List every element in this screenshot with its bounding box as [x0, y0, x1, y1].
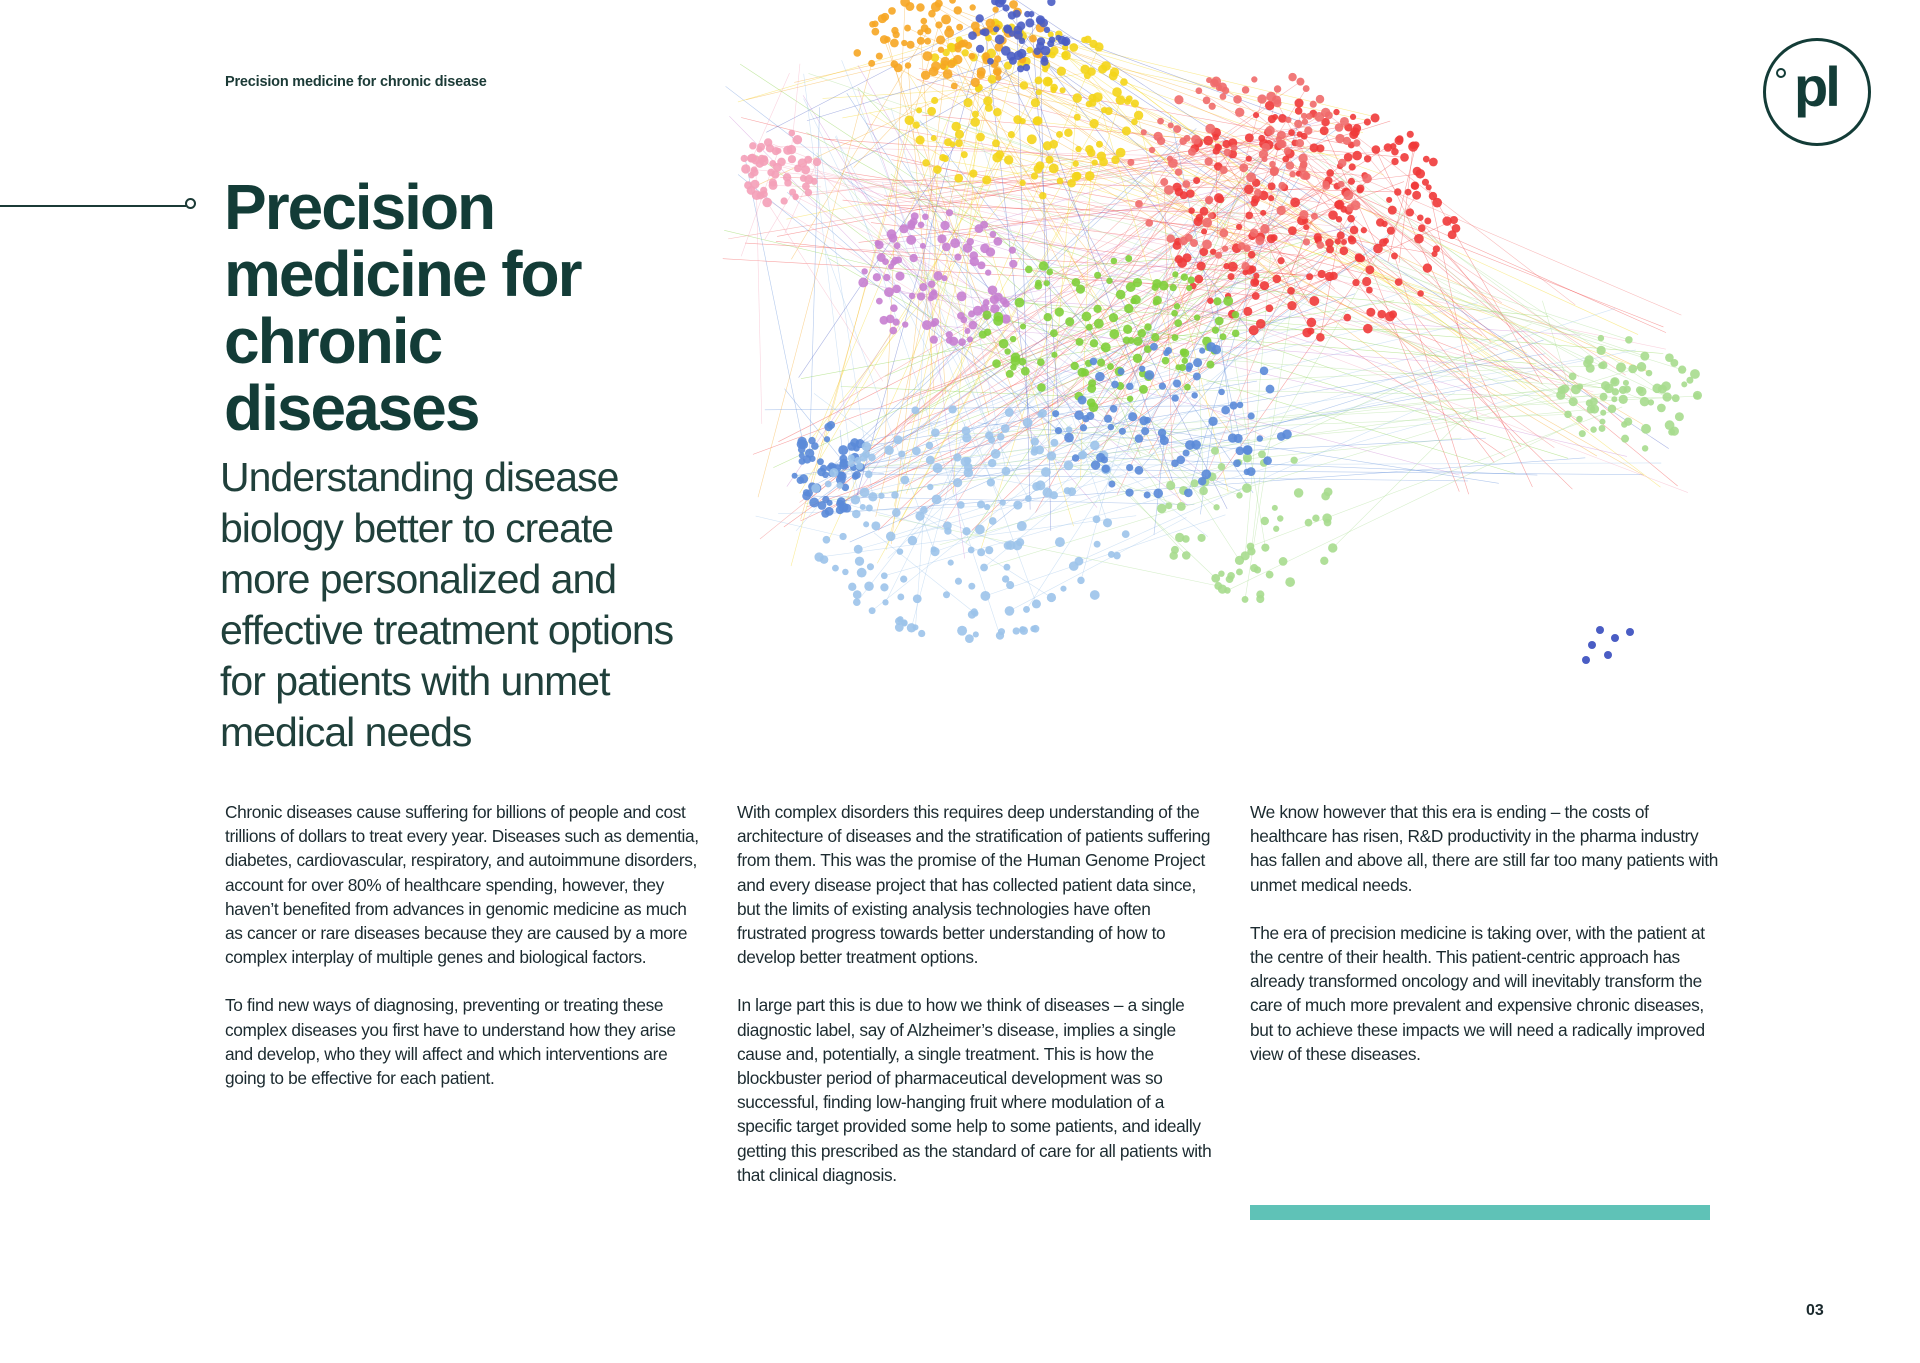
running-head: Precision medicine for chronic disease [225, 74, 487, 90]
paragraph: The era of precision medicine is taking over, with the patient at the centre of their health. This patient-centric approach has already transformed oncology and will inevitably transform the care of much more prevalent and expensive chronic diseases, but to achieve these impacts we will need a radically improved view of these diseases. [1250, 922, 1705, 1064]
logo-text: pl [1794, 55, 1838, 118]
body-column-3 [1250, 800, 1725, 1090]
body-column-2 [737, 800, 1212, 1211]
body-column-1 [225, 800, 700, 1114]
network-edges [723, 0, 1697, 636]
disease-network-illustration [690, 0, 1740, 720]
paragraph: With complex disorders this requires deep understanding of the architecture of diseases and the stratification of patients suffering from them. This was the promise of the Human Genome Project and every disease project that has collected patient data since, but the limits of existing analysis technologies have often frustrated progress towards better understanding of how to develop better treatment options. [737, 802, 1211, 968]
paragraph: Chronic diseases cause suffering for billions of people and cost trillions of dollars to treat every year. Diseases such as dementia, diabetes, cardiovascular, respiratory, and autoimmune disorders, account for over 80% of healthcare spending, however, they haven’t benefited from advances in genomic medicine as much as cancer or rare diseases because they are caused by a more complex interplay of multiple genes and biological factors. [225, 802, 699, 968]
page-number: 03 [1806, 1302, 1824, 1319]
pl-logo [1763, 38, 1871, 146]
accent-bar [1250, 1205, 1710, 1220]
page-subtitle: Understanding disease biology better to create more personalized and effective treatment options for patients with unmet medical needs [220, 454, 674, 755]
paragraph: In large part this is due to how we think of diseases – a single diagnostic label, say of Alzheimer’s disease, implies a single cause and, potentially, a single treatment. This is how the blockbuster period of pharmaceutical development was so successful, finding low-hanging fruit where modulation of a specific target provided some help to some patients, and ideally getting this prescribed as the standard of care for all patients with that clinical diagnosis. [737, 995, 1212, 1185]
paragraph: To find new ways of diagnosing, preventing or treating these complex diseases you first have to understand how they arise and develop, who they will affect and which interventions are going to be effective for each patient. [225, 995, 676, 1089]
title-rule-dot-icon [185, 198, 196, 209]
paragraph: We know however that this era is ending – the costs of healthcare has risen, R&D productivity in the pharma industry has fallen and above all, there are still far too many patients with unmet medical needs. [1250, 802, 1719, 895]
title-rule-line [0, 205, 186, 207]
logo-ring-icon [1776, 68, 1786, 78]
page-title: Precision medicine for chronic diseases [224, 171, 581, 444]
network-nodes [741, 0, 1702, 664]
